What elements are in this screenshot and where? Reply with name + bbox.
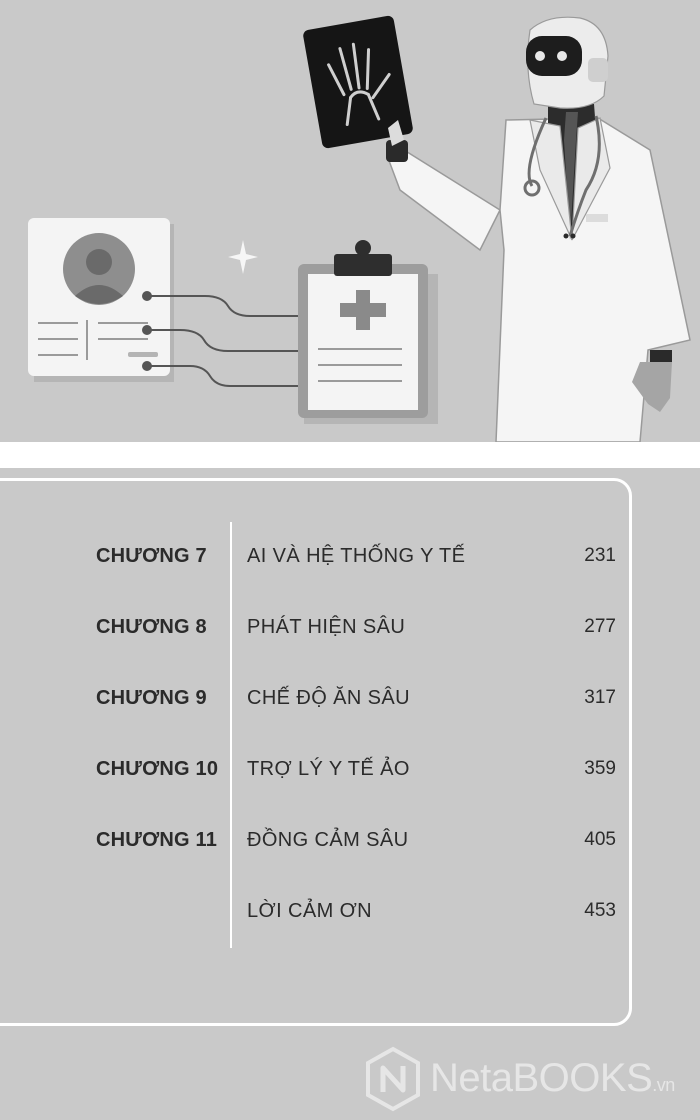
toc-row[interactable] (0, 900, 700, 930)
chapter-label: CHƯƠNG 11 (96, 829, 218, 851)
page-number: 231 (584, 545, 616, 566)
sparkle-icon (228, 240, 258, 274)
chapter-title: TRỢ LÝ Y TẾ ẢO (247, 758, 410, 780)
hexagon-n-icon (364, 1046, 422, 1112)
chapter-title: PHÁT HIỆN SÂU (247, 616, 406, 638)
chapter-title: ĐỒNG CẢM SÂU (247, 829, 409, 851)
toc-row[interactable] (0, 687, 700, 717)
page-number: 317 (584, 687, 616, 708)
profile-card-icon (28, 218, 174, 382)
toc-row[interactable] (0, 829, 700, 859)
clipboard-medical-icon (298, 240, 438, 424)
page-number: 405 (584, 829, 616, 850)
watermark-logo (364, 1044, 700, 1114)
page-number: 277 (584, 616, 616, 637)
hero-illustration (0, 0, 700, 442)
divider-band (0, 442, 700, 468)
page-number: 359 (584, 758, 616, 779)
chapter-label: CHƯƠNG 7 (96, 545, 207, 567)
toc-row[interactable] (0, 616, 700, 646)
chapter-label: CHƯƠNG 9 (96, 687, 207, 709)
chapter-label: CHƯƠNG 8 (96, 616, 207, 638)
chapter-label: CHƯƠNG 10 (96, 758, 219, 780)
chapter-title: LỜI CẢM ƠN (247, 900, 372, 922)
toc-divider (230, 522, 232, 948)
chapter-title: CHẾ ĐỘ ĂN SÂU (247, 687, 411, 709)
page-number: 453 (584, 900, 616, 921)
toc-row[interactable] (0, 545, 700, 575)
chapter-title: AI VÀ HỆ THỐNG Y TẾ (247, 545, 466, 567)
toc-row[interactable] (0, 758, 700, 788)
watermark-text: NetaBOOKS.vn (430, 1056, 675, 1100)
